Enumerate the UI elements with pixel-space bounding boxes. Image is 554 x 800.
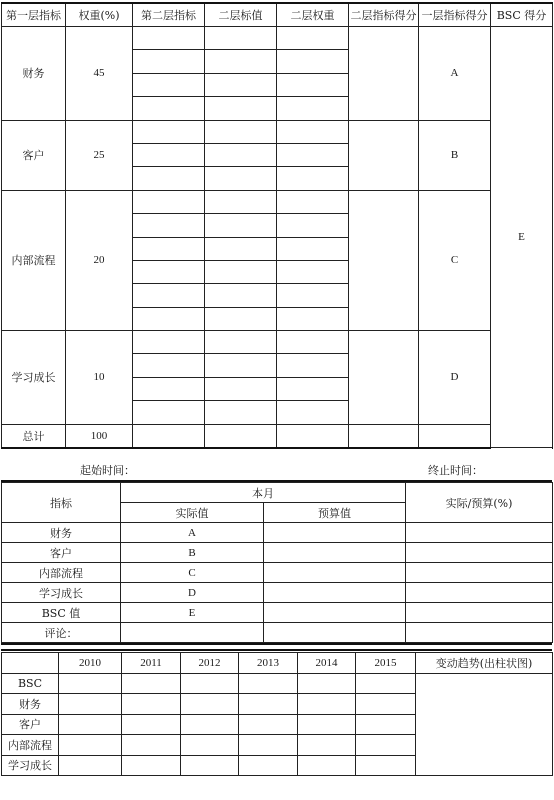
sub-cell [133, 120, 205, 143]
budget-value [264, 523, 406, 543]
sub-cell [133, 143, 205, 166]
sub-cell [133, 190, 205, 213]
table-row [2, 331, 553, 354]
sub-cell [133, 27, 205, 50]
group-weight-cell: 45 [66, 27, 133, 121]
sub-cell [205, 97, 277, 120]
ratio-value [406, 563, 553, 583]
group-weight-cell: 20 [66, 190, 133, 330]
year-cell [356, 673, 416, 694]
actual-value: D [121, 583, 264, 603]
sub-cell [133, 73, 205, 96]
header-cell: 预算值 [264, 503, 406, 523]
total-value: 100 [66, 424, 133, 448]
header-cell: 本月 [121, 483, 406, 503]
sub-cell [205, 50, 277, 73]
row-label: 客户 [2, 543, 121, 563]
year-cell [181, 694, 239, 715]
header-cell: BSC 得分 [491, 3, 553, 27]
group-score-cell: D [419, 331, 491, 425]
group-name-cell: 学习成长 [2, 331, 66, 425]
table-row [2, 673, 553, 694]
total-cell [277, 424, 349, 448]
sub-cell [205, 401, 277, 424]
year-cell [239, 755, 298, 776]
start-time-label: 起始时间： [80, 464, 135, 477]
header-cell: 一层指标得分 [419, 3, 491, 27]
group-name-cell: 内部流程 [2, 190, 66, 330]
sub-cell [205, 237, 277, 260]
header-cell: 权重(%) [66, 3, 133, 27]
actual-value: C [121, 563, 264, 583]
table-row [2, 563, 553, 583]
sub-cell [277, 167, 349, 190]
row-label: 内部流程 [2, 563, 121, 583]
comment-cell [406, 623, 553, 643]
year-cell [356, 694, 416, 715]
row-label: 财务 [2, 694, 59, 715]
sub-cell [133, 307, 205, 330]
sub-cell [133, 260, 205, 283]
sub-cell [133, 97, 205, 120]
trend-header: 变动趋势(出柱状图) [416, 653, 553, 674]
row-label: BSC 值 [2, 603, 121, 623]
sub-cell [133, 237, 205, 260]
group-weight-cell: 25 [66, 120, 133, 190]
sub-cell [277, 354, 349, 377]
year-header: 2010 [59, 653, 122, 674]
sub-cell [205, 307, 277, 330]
year-cell [239, 714, 298, 735]
year-header: 2011 [122, 653, 181, 674]
divider [1, 649, 552, 651]
total-cell [133, 424, 205, 448]
sub-score-cell [349, 120, 419, 190]
group-score-cell: A [419, 27, 491, 121]
sub-cell [277, 73, 349, 96]
sub-cell [133, 354, 205, 377]
table-row [2, 190, 553, 213]
sub-cell [205, 73, 277, 96]
sub-cell [277, 143, 349, 166]
total-label: 总计 [2, 424, 66, 448]
sub-cell [133, 331, 205, 354]
table-header-row [2, 653, 553, 674]
budget-value [264, 603, 406, 623]
ratio-value [406, 523, 553, 543]
sub-cell [277, 27, 349, 50]
sub-cell [133, 284, 205, 307]
row-label: 内部流程 [2, 735, 59, 756]
actual-value: E [121, 603, 264, 623]
year-cell [298, 755, 356, 776]
comment-row [2, 623, 553, 643]
divider [1, 643, 552, 645]
comment-cell [264, 623, 406, 643]
table-header-row [2, 483, 553, 503]
group-score-cell: C [419, 190, 491, 330]
year-cell [122, 694, 181, 715]
group-weight-cell: 10 [66, 331, 133, 425]
table-row [2, 543, 553, 563]
year-cell [59, 714, 122, 735]
group-score-cell: B [419, 120, 491, 190]
sub-score-cell [349, 27, 419, 121]
header-cell: 实际/预算(%) [406, 483, 553, 523]
sub-cell [205, 377, 277, 400]
year-cell [298, 735, 356, 756]
ratio-value [406, 603, 553, 623]
table-header-row [2, 3, 553, 27]
ratio-value [406, 583, 553, 603]
sub-cell [277, 120, 349, 143]
sub-cell [277, 284, 349, 307]
year-cell [356, 735, 416, 756]
row-label: 客户 [2, 714, 59, 735]
group-name-cell: 客户 [2, 120, 66, 190]
table-row [2, 120, 553, 143]
total-cell [419, 424, 491, 448]
group-name-cell: 财务 [2, 27, 66, 121]
sub-cell [277, 401, 349, 424]
sub-cell [133, 401, 205, 424]
year-cell [122, 735, 181, 756]
sub-cell [133, 50, 205, 73]
monthly-comparison-table [1, 482, 553, 643]
table-row [2, 523, 553, 543]
sub-cell [133, 377, 205, 400]
year-cell [298, 694, 356, 715]
sub-cell [205, 167, 277, 190]
sub-cell [205, 331, 277, 354]
header-cell: 二层标值 [205, 3, 277, 27]
year-header: 2013 [239, 653, 298, 674]
total-cell [349, 424, 419, 448]
year-cell [356, 755, 416, 776]
sub-cell [133, 214, 205, 237]
sub-cell [205, 190, 277, 213]
budget-value [264, 583, 406, 603]
ratio-value [406, 543, 553, 563]
sub-cell [277, 97, 349, 120]
year-cell [181, 735, 239, 756]
sub-cell [277, 307, 349, 330]
header-cell: 指标 [2, 483, 121, 523]
year-cell [298, 673, 356, 694]
sub-cell [133, 167, 205, 190]
year-cell [239, 735, 298, 756]
sub-cell [277, 214, 349, 237]
bsc-score-table [1, 2, 553, 449]
table-row [2, 583, 553, 603]
budget-value [264, 563, 406, 583]
sub-cell [205, 214, 277, 237]
row-label: 财务 [2, 523, 121, 543]
table-row [2, 603, 553, 623]
row-label: BSC [2, 673, 59, 694]
header-cell: 二层权重 [277, 3, 349, 27]
year-cell [122, 673, 181, 694]
comment-label: 评论： [2, 623, 121, 643]
sub-score-cell [349, 190, 419, 330]
year-cell [298, 714, 356, 735]
header-cell: 第二层指标 [133, 3, 205, 27]
total-row [2, 424, 553, 448]
row-label: 学习成长 [2, 755, 59, 776]
header-cell [2, 653, 59, 674]
sub-cell [205, 143, 277, 166]
year-cell [59, 694, 122, 715]
sub-cell [277, 260, 349, 283]
sub-cell [205, 354, 277, 377]
year-cell [59, 673, 122, 694]
sub-cell [277, 237, 349, 260]
total-cell [205, 424, 277, 448]
year-cell [181, 755, 239, 776]
year-cell [239, 673, 298, 694]
sub-cell [277, 50, 349, 73]
header-cell: 实际值 [121, 503, 264, 523]
budget-value [264, 543, 406, 563]
table-row [2, 27, 553, 50]
sub-cell [205, 284, 277, 307]
year-cell [59, 735, 122, 756]
year-cell [181, 714, 239, 735]
year-cell [59, 755, 122, 776]
actual-value: B [121, 543, 264, 563]
year-header: 2015 [356, 653, 416, 674]
year-cell [239, 694, 298, 715]
year-cell [356, 714, 416, 735]
comment-cell [121, 623, 264, 643]
header-cell: 二层指标得分 [349, 3, 419, 27]
sub-cell [205, 27, 277, 50]
row-label: 学习成长 [2, 583, 121, 603]
year-header: 2012 [181, 653, 239, 674]
actual-value: A [121, 523, 264, 543]
sub-cell [277, 377, 349, 400]
sub-cell [205, 260, 277, 283]
sub-cell [277, 190, 349, 213]
header-cell: 第一层指标 [2, 3, 66, 27]
year-cell [122, 755, 181, 776]
sub-cell [205, 120, 277, 143]
trend-chart-cell [416, 673, 553, 776]
year-header: 2014 [298, 653, 356, 674]
end-time-label: 终止时间： [428, 464, 483, 477]
year-cell [181, 673, 239, 694]
bsc-score-cell: E [491, 27, 553, 448]
yearly-trend-table [1, 652, 553, 776]
year-cell [122, 714, 181, 735]
sub-cell [277, 331, 349, 354]
sub-score-cell [349, 331, 419, 425]
